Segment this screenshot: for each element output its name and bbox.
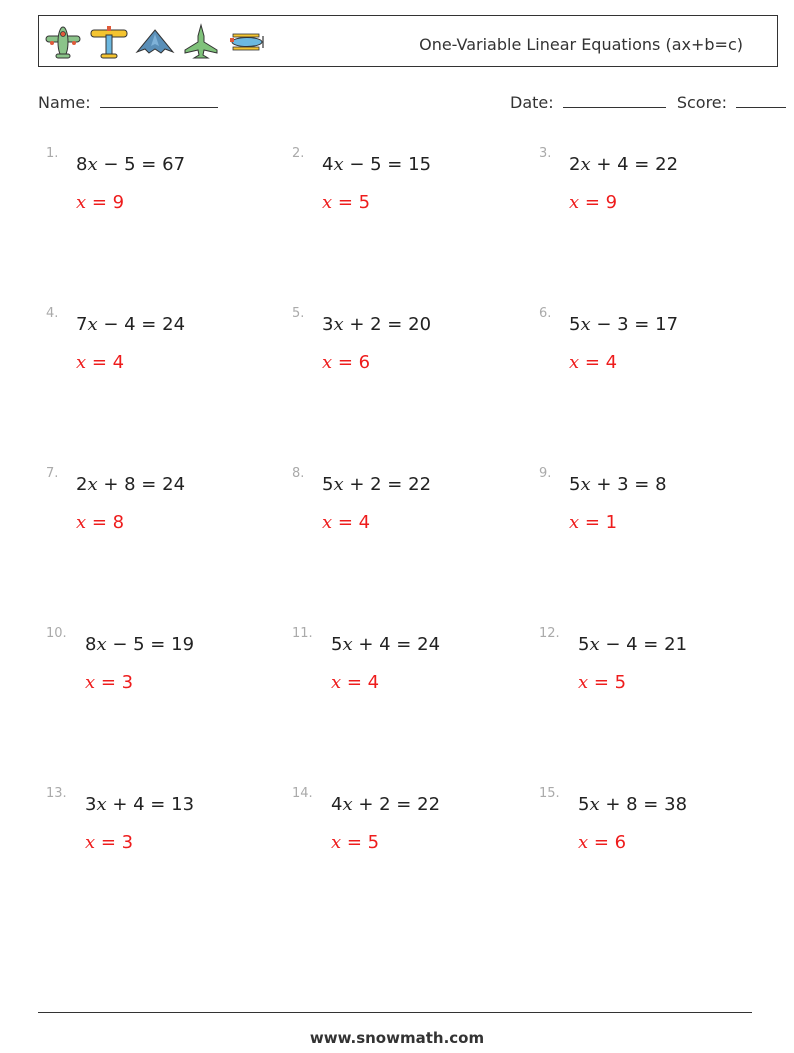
problem-13 xyxy=(46,786,266,876)
name-field[interactable] xyxy=(38,93,218,112)
problem-9 xyxy=(539,466,759,556)
problem-equation: 5x + 3 = 8 xyxy=(569,474,667,495)
problem-4 xyxy=(46,306,266,396)
problem-equation: 5x − 4 = 21 xyxy=(578,634,688,655)
problem-answer: x = 4 xyxy=(569,352,618,373)
problem-2 xyxy=(292,146,512,236)
problem-equation: 3x + 4 = 13 xyxy=(85,794,195,815)
score-blank[interactable] xyxy=(736,93,786,108)
problem-number: 8. xyxy=(292,466,305,481)
problem-equation: 5x + 8 = 38 xyxy=(578,794,688,815)
problem-equation: 2x + 8 = 24 xyxy=(76,474,186,495)
problem-14 xyxy=(292,786,512,876)
name-label: Name: xyxy=(38,93,91,112)
problem-equation: 8x − 5 = 19 xyxy=(85,634,195,655)
problem-11 xyxy=(292,626,512,716)
date-blank[interactable] xyxy=(563,93,666,108)
problem-number: 4. xyxy=(46,306,59,321)
problem-5 xyxy=(292,306,512,396)
problem-answer: x = 6 xyxy=(322,352,371,373)
problem-answer: x = 6 xyxy=(578,832,627,853)
problem-answer: x = 4 xyxy=(322,512,371,533)
name-blank[interactable] xyxy=(100,93,218,108)
problem-number: 15. xyxy=(539,786,560,801)
problem-answer: x = 5 xyxy=(578,672,627,693)
problem-number: 1. xyxy=(46,146,59,161)
problem-number: 6. xyxy=(539,306,552,321)
problem-1 xyxy=(46,146,266,236)
biplane-icon xyxy=(227,22,267,62)
problem-equation: 8x − 5 = 67 xyxy=(76,154,186,175)
problem-equation: 5x − 3 = 17 xyxy=(569,314,679,335)
problem-3 xyxy=(539,146,759,236)
problem-equation: 4x + 2 = 22 xyxy=(331,794,441,815)
problem-6 xyxy=(539,306,759,396)
problem-12 xyxy=(539,626,759,716)
problem-equation: 4x − 5 = 15 xyxy=(322,154,432,175)
problem-answer: x = 8 xyxy=(76,512,125,533)
header-icons xyxy=(43,22,267,62)
problem-equation: 2x + 4 = 22 xyxy=(569,154,679,175)
worksheet-header xyxy=(38,15,778,67)
problem-number: 12. xyxy=(539,626,560,641)
problem-equation: 3x + 2 = 20 xyxy=(322,314,432,335)
fighter-jet-icon xyxy=(181,22,221,62)
problem-equation: 7x − 4 = 24 xyxy=(76,314,186,335)
yellow-plane-icon xyxy=(89,22,129,62)
problem-equation: 5x + 2 = 22 xyxy=(322,474,432,495)
problem-answer: x = 4 xyxy=(76,352,125,373)
problem-number: 9. xyxy=(539,466,552,481)
problem-answer: x = 5 xyxy=(322,192,371,213)
problem-number: 10. xyxy=(46,626,67,641)
problem-number: 13. xyxy=(46,786,67,801)
stealth-bomber-icon xyxy=(135,22,175,62)
problem-answer: x = 9 xyxy=(569,192,618,213)
problem-number: 14. xyxy=(292,786,313,801)
problem-number: 3. xyxy=(539,146,552,161)
problem-answer: x = 4 xyxy=(331,672,380,693)
problem-answer: x = 3 xyxy=(85,832,134,853)
problem-7 xyxy=(46,466,266,556)
problem-answer: x = 1 xyxy=(569,512,618,533)
propeller-plane-icon xyxy=(43,22,83,62)
problem-number: 7. xyxy=(46,466,59,481)
problem-8 xyxy=(292,466,512,556)
problem-answer: x = 9 xyxy=(76,192,125,213)
date-label: Date: xyxy=(510,93,554,112)
problem-answer: x = 5 xyxy=(331,832,380,853)
footer-divider xyxy=(38,1012,752,1013)
problem-number: 5. xyxy=(292,306,305,321)
problem-10 xyxy=(46,626,266,716)
score-label: Score: xyxy=(676,93,728,112)
problem-15 xyxy=(539,786,759,876)
problem-number: 11. xyxy=(292,626,313,641)
problem-answer: x = 3 xyxy=(85,672,134,693)
problem-number: 2. xyxy=(292,146,305,161)
date-score-fields xyxy=(510,93,786,112)
footer-url: www.snowmath.com xyxy=(309,1029,485,1047)
problem-equation: 5x + 4 = 24 xyxy=(331,634,441,655)
worksheet-title: One-Variable Linear Equations (ax+b=c) xyxy=(419,35,743,54)
